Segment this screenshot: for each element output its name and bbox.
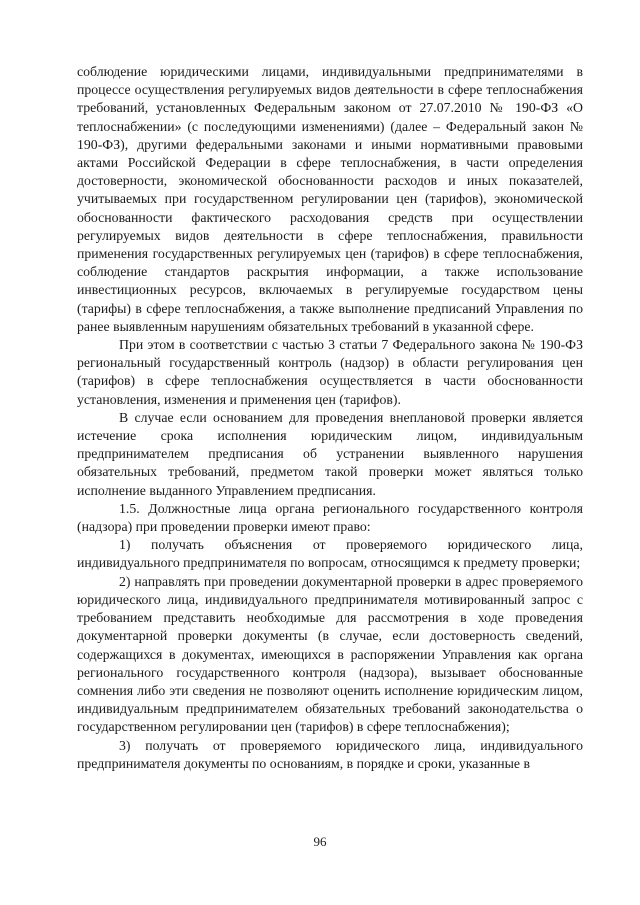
paragraph-5: 1) получать объяснения от проверяемого юридического лица, индивидуального предпринимателя по вопросам, относящимся к предмету проверки;	[77, 537, 583, 571]
paragraph-3: В случае если основанием для проведения внеплановой проверки является истечение срока исполнения юридическим лицом, индивидуальным предпринимателем предписания об устранении выявленного нарушения обязательных требований, предметом такой проверки может являться только исполнение выданного Управлением предписания.	[77, 409, 583, 498]
paragraph-1: соблюдение юридическими лицами, индивидуальными предпринимателями в процессе осуществления регулируемых видов деятельности в сфере теплоснабжения требований, установленных Федеральным законом от 27.07.2010 № 190-ФЗ «О теплоснабжении» (с последующими изменениями) (далее – Федеральный закон № 190-ФЗ), другими федеральными законами и иными нормативными правовыми актами Российской Федерации в сфере теплоснабжения, в части определения достоверности, экономической обоснованности расходов и иных показателей, учитываемых при государственном регулировании цен (тарифов), экономической обоснованности фактического расходования средств при осуществлении регулируемых видов деятельности в сфере теплоснабжения, правильности применения государственных регулируемых цен (тарифов) в сфере теплоснабжения, соблюдение стандартов раскрытия информации, а также использование инвестиционных ресурсов, включаемых в регулируемые государством цены (тарифы) в сфере теплоснабжения, а также выполнение предписаний Управления по ранее выявленным нарушениям обязательных требований в указанной сфере.	[77, 64, 583, 334]
paragraph-4: 1.5. Должностные лица органа регионального государственного контроля (надзора) при проведении проверки имеют право:	[77, 500, 583, 535]
paragraph-7: 3) получать от проверяемого юридического лица, индивидуального предпринимателя документы по основаниям, в порядке и сроки, указанные в	[77, 737, 583, 771]
paragraph-6: 2) направлять при проведении документарной проверки в адрес проверяемого юридического лица, индивидуального предпринимателя мотивированный запрос с требованием представить необходимые для рассмотрения в ходе проведения документарной проверки документы (в случае, если достоверность сведений, содержащихся в документах, имеющихся в распоряжении Управления как органа регионального государственного контроля (надзора), вызывает обоснованные сомнения либо эти сведения не позволяют оценить исполнение юридическим лицом, индивидуальным предпринимателем обязательных требований законодательства о государственном регулировании цен (тарифов) в сфере теплоснабжения);	[77, 573, 583, 735]
document-body	[77, 63, 583, 773]
paragraph-2: При этом в соответствии с частью 3 статьи 7 Федерального закона № 190-ФЗ региональный государственный контроль (надзор) в области регулирования цен (тарифов) в сфере теплоснабжения осуществляется в части обоснованности установления, изменения и применения цен (тарифов).	[77, 337, 583, 407]
page-number: 96	[313, 834, 327, 849]
